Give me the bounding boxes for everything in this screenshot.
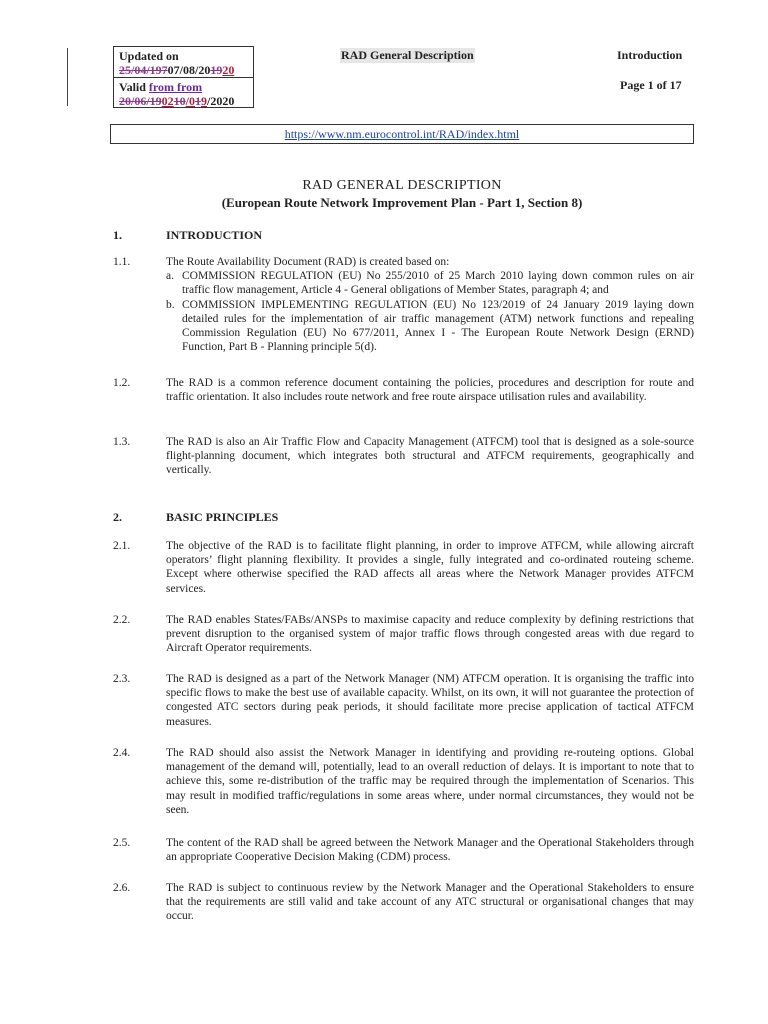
inserted-text: /0 [185,94,196,108]
valid-label: Valid [119,80,146,94]
inserted-text: 9 [201,94,208,108]
deleted-text: 19 [210,63,223,77]
paragraph [113,881,694,924]
date-text: 07/08/20 [167,63,211,77]
paragraph-number: 2.5. [113,837,131,849]
header-section: Introduction [617,48,683,62]
valid-from-cell [114,77,253,107]
paragraph [113,376,694,404]
paragraph-number: 2.2. [113,614,131,626]
list-text: COMMISSION REGULATION (EU) No 255/2010 of 25 March 2010 laying down common rules on air traffic flow management, Article 4 - General obligations of Member States, paragraph 4; and [182,270,694,297]
section-title: BASIC PRINCIPLES [166,510,279,524]
section-number: 2. [113,510,122,524]
section-title: INTRODUCTION [166,228,263,242]
document-title: RAD GENERAL DESCRIPTION [302,178,502,193]
paragraph-text: The RAD enables States/FABs/ANSPs to maximise capacity and reduce complexity by defining restrictions that prevent disruption to the organised system of major traffic flows through congested areas with due regard to Aircraft Operator requirements. [166,614,694,655]
list-text: COMMISSION IMPLEMENTING REGULATION (EU) No 123/2019 of 24 January 2019 laying down detailed rules for the implementation of air traffic management (ATM) network functions and repealing Commission Regulation (EU) No 677/2011, Annex I - The European Route Network Design (ERND) Function, Part B - Planning principle 5(d). [182,298,694,354]
paragraph [113,672,694,729]
valid-line [119,80,248,94]
paragraph [113,435,694,478]
list-item [166,269,694,297]
list-item [166,298,694,355]
paragraph-number: 1.1. [113,256,131,268]
inserted-text: 02 [161,94,174,108]
updated-date [119,63,248,77]
valid-date [119,94,248,108]
paragraph-text: The RAD is a common reference document containing the policies, procedures and description for route and traffic orientation. It also includes route network and free route airspace utilisation rules and availability. [166,377,694,404]
inserted-text: 20 [222,63,235,77]
inserted-text: from from [148,80,203,94]
paragraph-number: 2.3. [113,673,131,685]
paragraph-text: The RAD is also an Air Traffic Flow and Capacity Management (ATFCM) tool that is designed as a sole-source flight-planning document, which integrates both structural and ATFCM requirements, geographically and vertically. [166,436,694,477]
page-number: Page 1 of 17 [620,78,682,92]
paragraph-text: The RAD should also assist the Network Manager in identifying and providing re-routeing options. Global management of the demand will, potentially, lead to an overall reduction of delays. It is important to note that to achieve this, some re-distribution of the traffic may be required through the implementation of Scenarios. This may result in modified traffic/regulations in some areas where, under normal circumstances, they would not be seen. [166,747,694,816]
paragraph [113,255,694,354]
document-subtitle: (European Route Network Improvement Plan - Part 1, Section 8) [221,195,583,210]
paragraph-number: 1.2. [113,377,131,389]
url-box [110,124,694,144]
section-number: 1. [113,228,122,242]
paragraph-text: The RAD is designed as a part of the Network Manager (NM) ATFCM operation. It is organising the traffic into specific flows to make the best use of available capacity. Whilst, on its own, it will not guarantee the protection of congested ATC sectors during peak periods, it should facilitate more precise application of tactical ATFCM measures. [166,673,694,728]
paragraph-number: 2.4. [113,747,131,759]
updated-on-cell [114,47,253,77]
paragraph [113,746,694,817]
list-label: a. [166,270,174,283]
paragraph-text: The objective of the RAD is to facilitate flight planning, in order to improve ATFCM, while allowing aircraft operators’ flight planning flexibility. It provides a single, fully integrated and co-ordinated routeing scheme. Except where otherwise specified the RAD affects all areas where the Network Manager provides ATFCM services. [166,540,694,595]
deleted-text: 25/04/197 [119,63,168,77]
paragraph-text: The Route Availability Document (RAD) is created based on: [166,256,450,268]
updated-label: Updated on [119,49,179,63]
paragraph [113,539,694,596]
deleted-text: 10 [173,94,186,108]
paragraph-text: The content of the RAD shall be agreed between the Network Manager and the Operational Stakeholders through an appropriate Cooperative Decision Making (CDM) process. [166,837,694,864]
paragraph [113,613,694,656]
paragraph [113,836,694,864]
header-title: RAD General Description [341,48,474,62]
paragraph-number: 2.6. [113,882,131,894]
rad-index-link[interactable]: https://www.nm.eurocontrol.int/RAD/index.html [284,127,520,141]
deleted-text: 20/06/19 [119,94,162,108]
paragraph-number: 2.1. [113,540,131,552]
date-text: /2020 [207,94,235,108]
change-bar [67,48,68,106]
deleted-text: 1 [195,94,202,108]
paragraph-number: 1.3. [113,436,131,448]
paragraph-text: The RAD is subject to continuous review by the Network Manager and the Operational Stakeholders to ensure that the requirements are still valid and take account of any ATC structural or organisational changes that may occur. [166,882,694,923]
update-info-box [113,46,254,108]
list-label: b. [166,298,175,311]
